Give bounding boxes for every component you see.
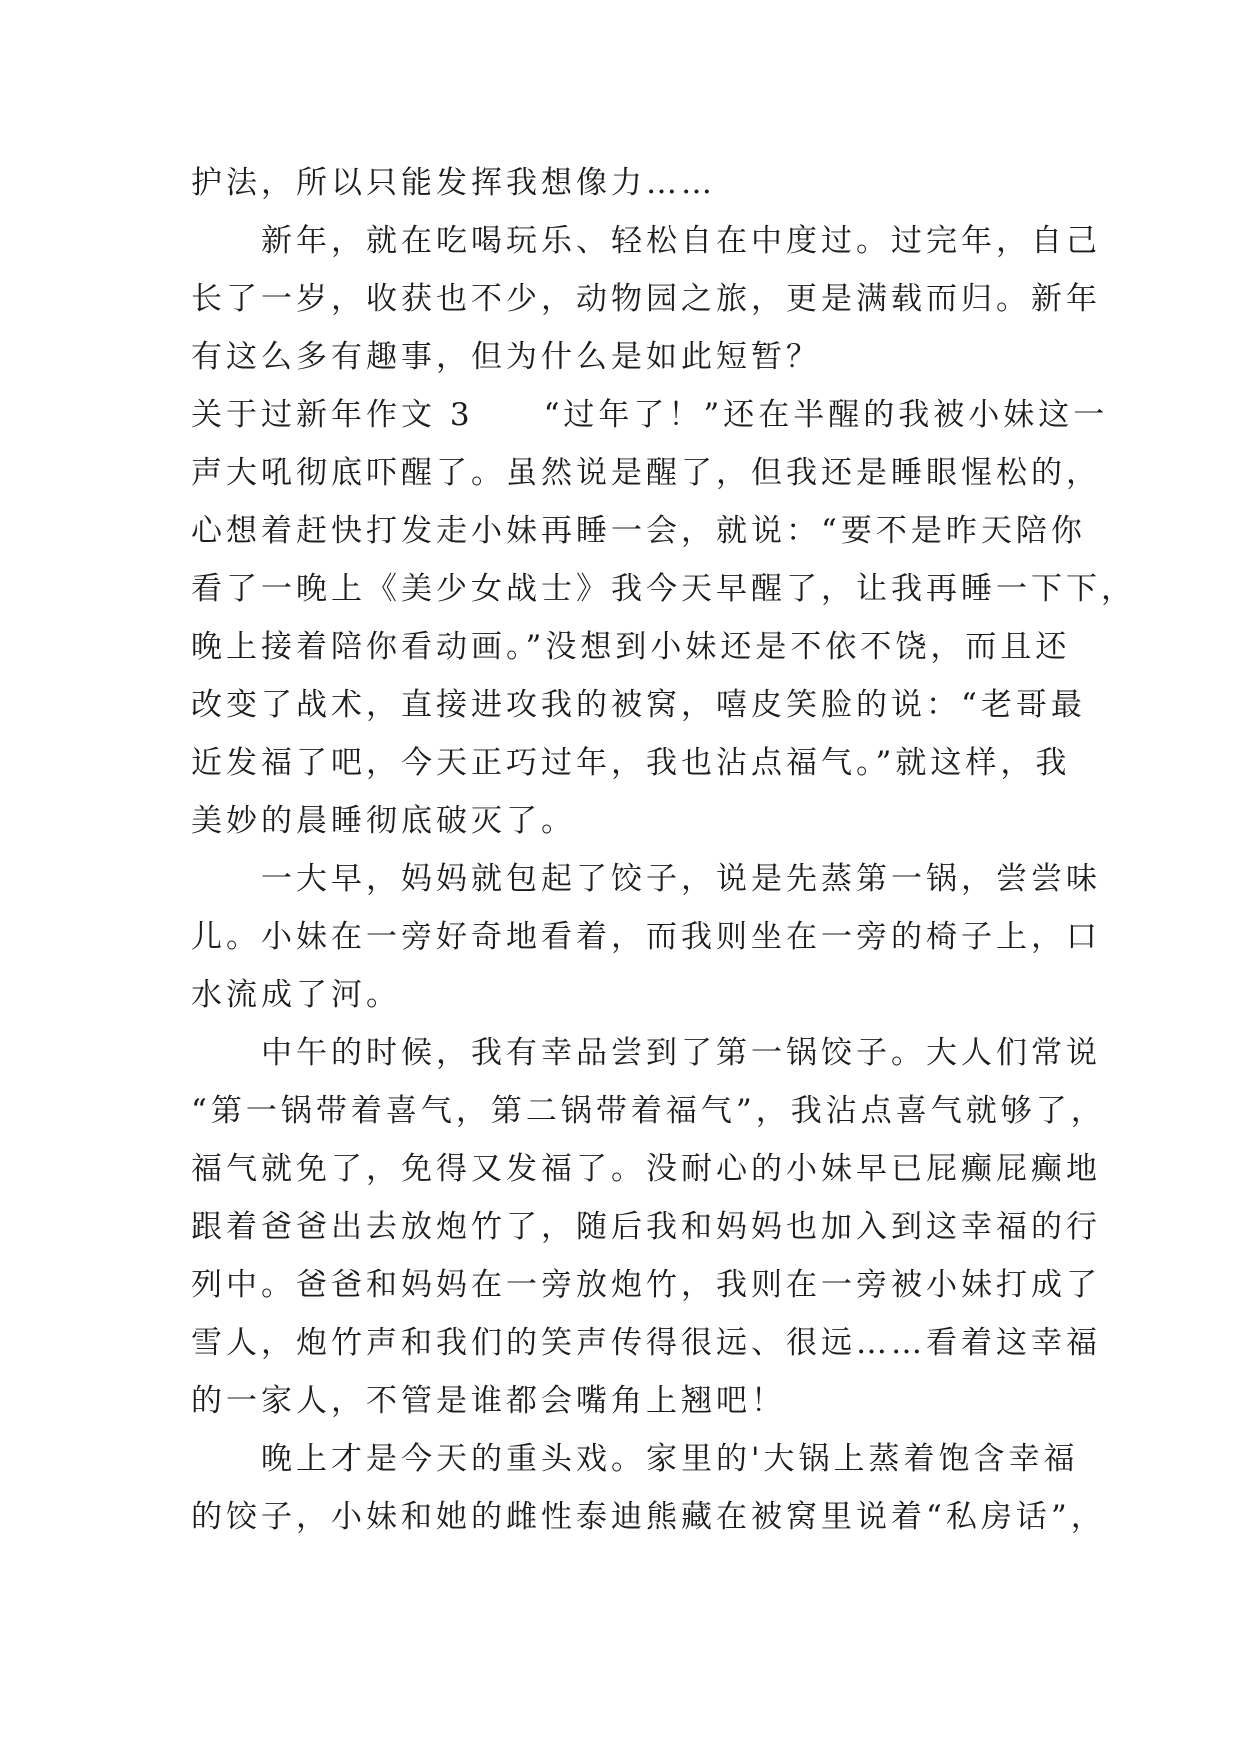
text-line: 儿。小妹在一旁好奇地看着，而我则坐在一旁的椅子上，口: [191, 919, 1101, 955]
text-line: 晚上接着陪你看动画。”没想到小妹还是不依不饶，而且还: [191, 629, 1071, 665]
text-line: 晚上才是今天的重头戏。家里的'大锅上蒸着饱含幸福: [191, 1441, 1079, 1477]
text-line: 改变了战术，直接进攻我的被窝，嘻皮笑脸的说：“老哥最: [191, 687, 1086, 723]
text-line: 声大吼彻底吓醒了。虽然说是醒了，但我还是睡眼惺松的，: [191, 455, 1101, 491]
text-line: 看了一晚上《美少女战士》我今天早醒了，让我再睡一下下，: [191, 571, 1136, 607]
text-line: 护法，所以只能发挥我想像力……: [191, 165, 716, 201]
text-line: “第一锅带着喜气，第二锅带着福气”，我沾点喜气就够了，: [191, 1093, 1106, 1129]
text-line: 中午的时候，我有幸品尝到了第一锅饺子。大人们常说: [191, 1035, 1101, 1071]
text-line: 跟着爸爸出去放炮竹了，随后我和妈妈也加入到这幸福的行: [191, 1209, 1101, 1245]
text-line: 雪人，炮竹声和我们的笑声传得很远、很远……看着这幸福: [191, 1325, 1101, 1361]
text-line: 有这么多有趣事，但为什么是如此短暂？: [191, 339, 821, 375]
essay-text: [191, 154, 1136, 1546]
text-line: 水流成了河。: [191, 977, 401, 1013]
text-line: 新年，就在吃喝玩乐、轻松自在中度过。过完年，自己: [191, 223, 1101, 259]
text-line: 近发福了吧，今天正巧过年，我也沾点福气。”就这样，我: [191, 745, 1071, 781]
section-heading-line: 关于过新年作文 3 “过年了！”还在半醒的我被小妹这一: [191, 397, 1109, 433]
text-line: 心想着赶快打发走小妹再睡一会，就说：“要不是昨天陪你: [191, 513, 1086, 549]
text-line: 长了一岁，收获也不少，动物园之旅，更是满载而归。新年: [191, 281, 1101, 317]
text-line: 的饺子，小妹和她的雌性泰迪熊藏在被窝里说着“私房话”，: [191, 1499, 1106, 1535]
text-line: 一大早，妈妈就包起了饺子，说是先蒸第一锅，尝尝味: [191, 861, 1101, 897]
text-line: 美妙的晨睡彻底破灭了。: [191, 803, 576, 839]
text-line: 列中。爸爸和妈妈在一旁放炮竹，我则在一旁被小妹打成了: [191, 1267, 1101, 1303]
text-line: 的一家人，不管是谁都会嘴角上翘吧！: [191, 1383, 786, 1419]
text-line: 福气就免了，免得又发福了。没耐心的小妹早已屁癫屁癫地: [191, 1151, 1101, 1187]
